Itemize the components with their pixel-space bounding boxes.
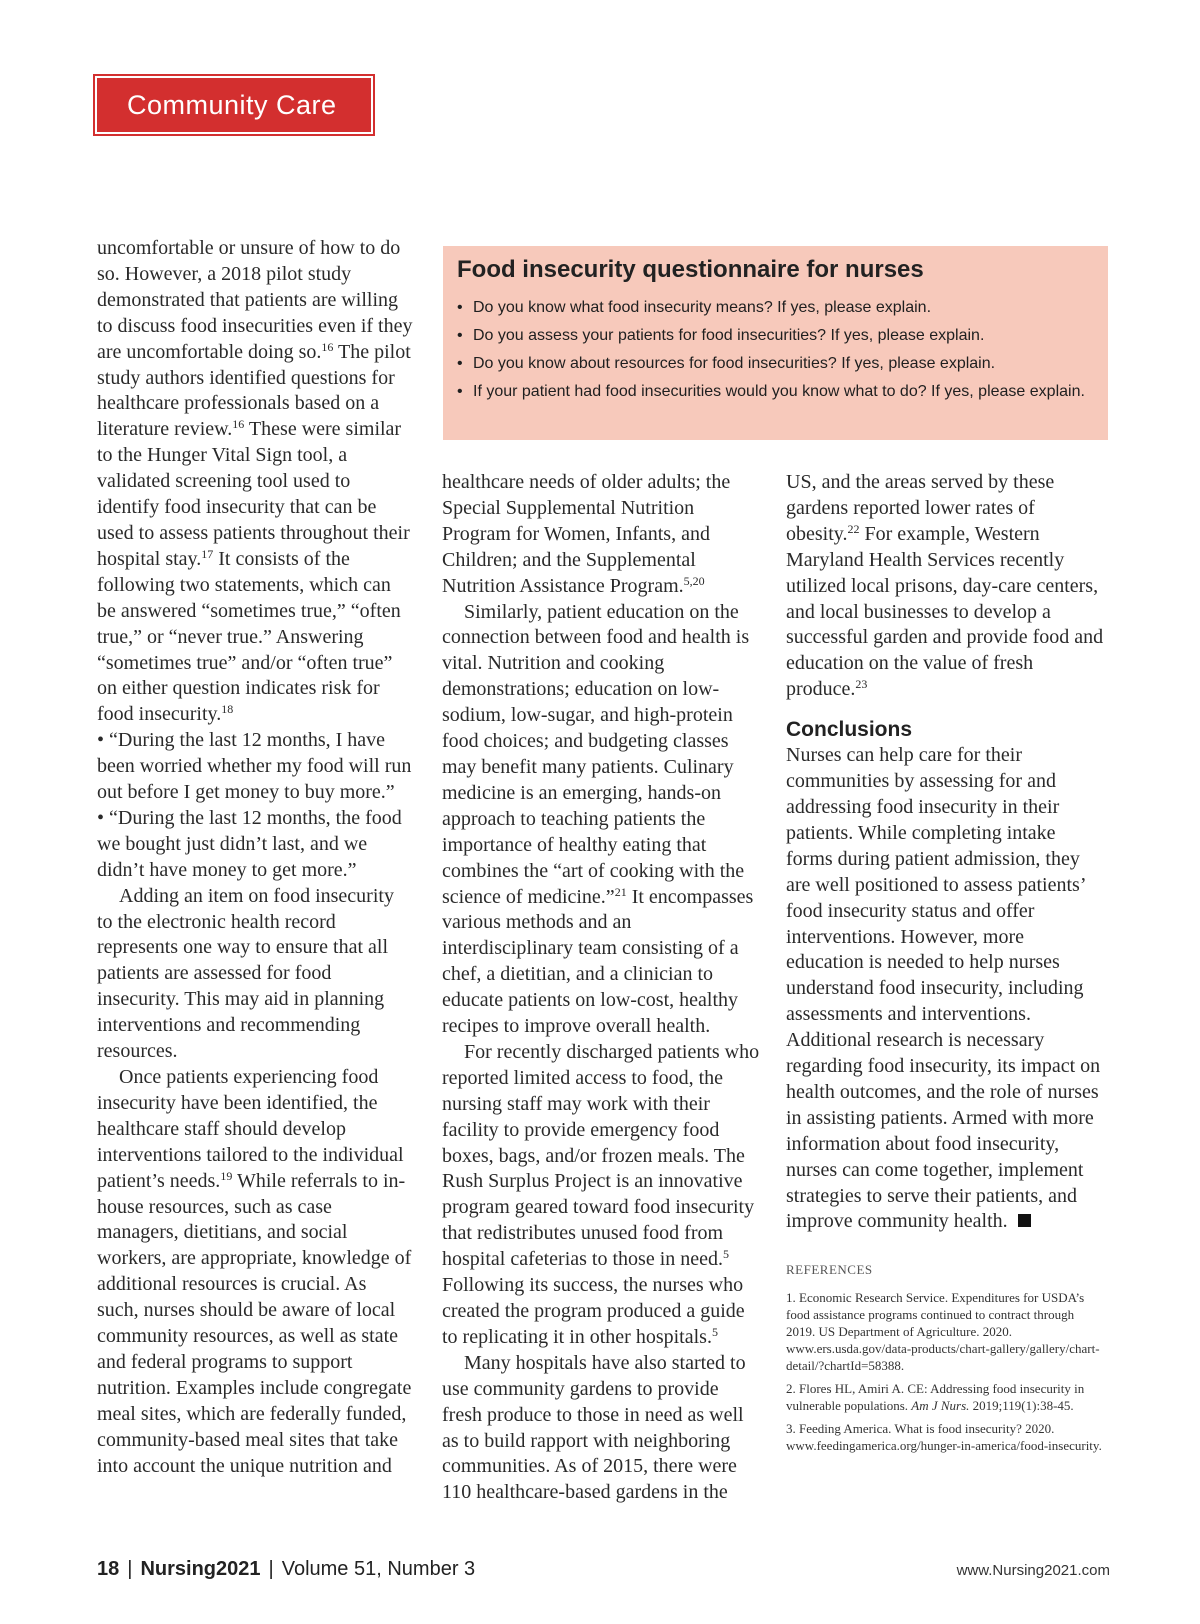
paragraph: Adding an item on food insecurity to the electronic health record represents one way to ensure that all patients are assessed for food insecurity. This may aid in planning interventions and recommending resources. — [97, 884, 394, 1063]
end-of-article-square-icon — [1018, 1214, 1031, 1227]
journal-name: Nursing2021 — [140, 1558, 261, 1580]
paragraph: Many hospitals have also started to use community gardens to provide fresh produce to those in need as well as to build rapport with neighboring communities. As of 2015, there were 110 healthcare-based gardens in the — [442, 1351, 746, 1504]
citation: 5 — [711, 1324, 718, 1339]
citation: 18 — [221, 702, 234, 717]
section-badge: Community Care — [97, 78, 371, 132]
page-footer — [97, 1558, 475, 1581]
sidebar-title: Food insecurity questionnaire for nurses — [457, 256, 924, 283]
list-item: • Do you know what food insecurity means? If yes, please explain. — [457, 296, 1094, 320]
paragraph: Once patients experiencing food insecurity have been identified, the healthcare staff should develop interventions tailored to the individual patient’s needs.$^{19}$ While referrals to in-house resources, such as case managers, dietitians, and social workers, are appropriate, knowledge of additional resources is crucial. As such, nurses should be aware of local community resources, as well as state and federal programs to support nutrition. Examples include congregate meal sites, which are federally funded, community-based meal sites that take into account the unique nutrition and — [97, 1066, 412, 1477]
list-item: • Do you know about resources for food insecurities? If yes, please explain. — [457, 352, 1094, 376]
page-number: 18 — [97, 1558, 120, 1580]
paragraph: Nurses can help care for their communities by assessing for and addressing food insecurity in their patients. While completing intake forms during patient admission, they are well positioned to assess patients’ food insecurity status and offer interventions. However, more education is needed to help nurses understand food insecurity, including assessments and interventions. Additional research is necessary regarding food insecurity, its impact on health outcomes, and the role of nurses in assisting patients. Armed with more information about food insecurity, nurses can come together, implement strategies to serve their patients, and improve community health. — [786, 744, 1101, 1233]
paragraph: US, and the areas served by these gardens reported lower rates of obesity.$^{22}$ For example, Western Maryland Health Services recently utilized local prisons, day-care centers, and local businesses to develop a successful garden and provide food and education on the value of fresh produce.$^{23}$ — [786, 471, 1104, 701]
reference-item: 1. Economic Research Service. Expenditures for USDA’s food assistance programs continued to contract through 2019. US Department of Agriculture. 2020. www.ers.usda.gov/data-products/chart-gallery/gallery/chart-detail/?chartId=58388. — [786, 1290, 1100, 1374]
screening-statement-1: • “During the last 12 months, I have been worried whether my food will run out before I get money to buy more.” — [97, 729, 412, 804]
citation: 5 — [723, 1247, 730, 1262]
separator: | — [268, 1558, 274, 1580]
paragraph: Similarly, patient education on the connection between food and health is vital. Nutrition and cooking demonstrations; education on low-sodium, low-sugar, and high-protein food choices; and budgeting classes may benefit many patients. Culinary medicine is an emerging, hands-on approach to teaching patients the importance of healthy eating that combines the “art of cooking with the science of medicine.”$^{21}$ It encompasses various methods and an interdisciplinary team consisting of a chef, a dietitian, and a clinician to educate patients on low-cost, healthy recipes to improve overall health. — [442, 600, 754, 1038]
questionnaire-list — [457, 296, 1094, 404]
citation: 21 — [614, 884, 627, 899]
citation: 19 — [220, 1168, 233, 1183]
reference-item: 2. Flores HL, Amiri A. CE: Addressing food insecurity in vulnerable populations. Am J Nurs. 2019;119(1):38-45. — [786, 1381, 1085, 1414]
citation: 16 — [321, 339, 334, 354]
article-column-1 — [97, 236, 413, 1480]
paragraph: For recently discharged patients who reported limited access to food, the nursing staff may work with their facility to provide emergency food boxes, bags, and/or frozen meals. The Rush Surplus Project is an innovative program geared toward food insecurity that redistributes unused food from hospital cafeterias to those in need.$^5$ Following its success, the nurses who created the program produced a guide to replicating it in other hospitals.$^5$ — [442, 1040, 760, 1348]
article-column-2 — [442, 470, 762, 1506]
paragraph: healthcare needs of older adults; the Special Supplemental Nutrition Program for Women, Infants, and Children; and the Supplemental Nutrition Assistance Program.$^{5,20}$ — [442, 471, 731, 597]
volume-info: Volume 51, Number 3 — [281, 1558, 476, 1580]
screening-statement-2: • “During the last 12 months, the food we bought just didn’t last, and we didn’t have money to get more.” — [97, 806, 402, 881]
conclusions-heading: Conclusions — [786, 718, 913, 742]
separator: | — [127, 1558, 133, 1580]
paragraph: uncomfortable or unsure of how to do so. However, a 2018 pilot study demonstrated that patients are willing to discuss food insecurities even if they are uncomfortable doing so.$^{16}$ The pilot study authors identified questions for healthcare professionals based on a literature review.$^{16}$ These were similar to the Hunger Vital Sign tool, a validated screening tool used to identify food insecurity that can be used to assess patients throughout their hospital stay.$^{17}$ It consists of the following two statements, which can be answered “sometimes true,” “often true,” or “never true.” Answering “sometimes true” and/or “often true” on either question indicates risk for food insecurity.$^{18}$ — [97, 237, 413, 726]
citation: 5,20 — [683, 573, 705, 588]
citation: 16 — [232, 417, 245, 432]
references-title: REFERENCES — [786, 1262, 873, 1278]
article-column-3 — [786, 470, 1106, 1460]
citation: 17 — [201, 546, 214, 561]
list-item: • Do you assess your patients for food insecurities? If yes, please explain. — [457, 324, 1094, 348]
list-item: • If your patient had food insecurities would you know what to do? If yes, please explain. — [457, 380, 1094, 404]
citation: 23 — [855, 677, 868, 692]
citation: 22 — [847, 521, 860, 536]
reference-item: 3. Feeding America. What is food insecurity? 2020. www.feedingamerica.org/hunger-in-america/food-insecurity. — [786, 1421, 1102, 1454]
website-url: www.Nursing2021.com — [956, 1562, 1110, 1579]
questionnaire-sidebar — [443, 246, 1108, 440]
references — [786, 1257, 1106, 1454]
